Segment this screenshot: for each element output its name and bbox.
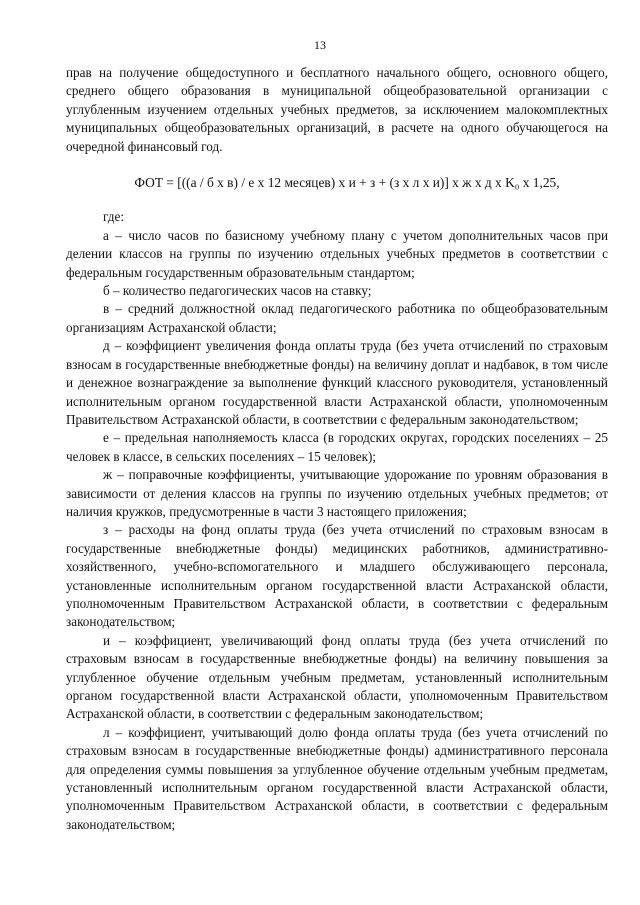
definition-l: л – коэффициент, учитывающий долю фонда оплаты труда (без учета отчислений по страховым взносам в государственные внебюджетные фонды) административного персонала для определения суммы повышения за углубленное обучение отдельным учебным предметам, установленный исполнительным органом государственной власти Астраханской области, уполномоченным Правительством Астраханской области, в соответствии с федеральным законодательством; — [66, 724, 608, 832]
definition-b: б – количество педагогических часов на ставку; — [103, 283, 372, 299]
definition-zh: ж – поправочные коэффициенты, учитывающие удорожание по уровням образования в зависимости от деления классов на группы по изучению отдельных учебных предметов; от наличия кружков, предусмотренные в части 3 настоящего приложения; — [66, 467, 608, 519]
document-body — [66, 64, 608, 834]
intro-paragraph: прав на получение общедоступного и бесплатного начального общего, основного общего, среднего общего образования в муниципальной общеобразовательной организации с углубленным изучением отдельных учебных предметов, за исключением малокомплектных муниципальных общеобразовательных организаций, в расчете на одного обучающегося на очередной финансовый год. — [66, 65, 608, 154]
definition-i: и – коэффициент, увеличивающий фонд оплаты труда (без учета отчислений по страховым взносам в государственные внебюджетные фонды) на величину повышения за углубленное обучение отдельным учебным предметам, установленный исполнительным органом государственной власти Астраханской области, уполномоченным Правительством Астраханской области, в соответствии с федеральным законодательством; — [66, 632, 608, 722]
definition-v: в – средний должностной оклад педагогического работника по общеобразовательным организациям Астраханской области; — [66, 301, 608, 335]
formula: ФОТ = [((а / б х в) / е х 12 месяцев) х и + з + (з х л х и)] х ж х д х K₀ х 1,25, — [134, 175, 560, 191]
page-number: 13 — [314, 38, 326, 52]
definition-z: з – расходы на фонд оплаты труда (без учета отчислений по страховым взносам в государственные внебюджетные фонды) медицинских работников, административно-хозяйственного, учебно-вспомогательного и младшего обслуживающего персонала, установленные исполнительным органом государственной власти Астраханской области, уполномоченным Правительством Астраханской области, в соответствии с федеральным законодательством; — [66, 522, 608, 630]
definition-a: а – число часов по базисному учебному плану с учетом дополнительных часов при делении классов на группы по изучению отдельных учебных предметов в соответствии с федеральным государственным образовательным стандартом; — [66, 227, 608, 280]
definition-d: д – коэффициент увеличения фонда оплаты труда (без учета отчислений по страховым взносам в государственные внебюджетные фонды) на величину доплат и надбавок, в том числе и денежное вознаграждение за выполнение функций классного руководителя, установленный исполнительным органом государственной власти Астраханской области, уполномоченным Правительством Астраханской области, в соответствии с федеральным законодательством; — [66, 338, 608, 427]
definition-e: е – предельная наполняемость класса (в городских округах, городских поселениях – 25 человек в классе, в сельских поселениях – 15 человек); — [66, 430, 608, 464]
where-label: где: — [103, 209, 124, 225]
